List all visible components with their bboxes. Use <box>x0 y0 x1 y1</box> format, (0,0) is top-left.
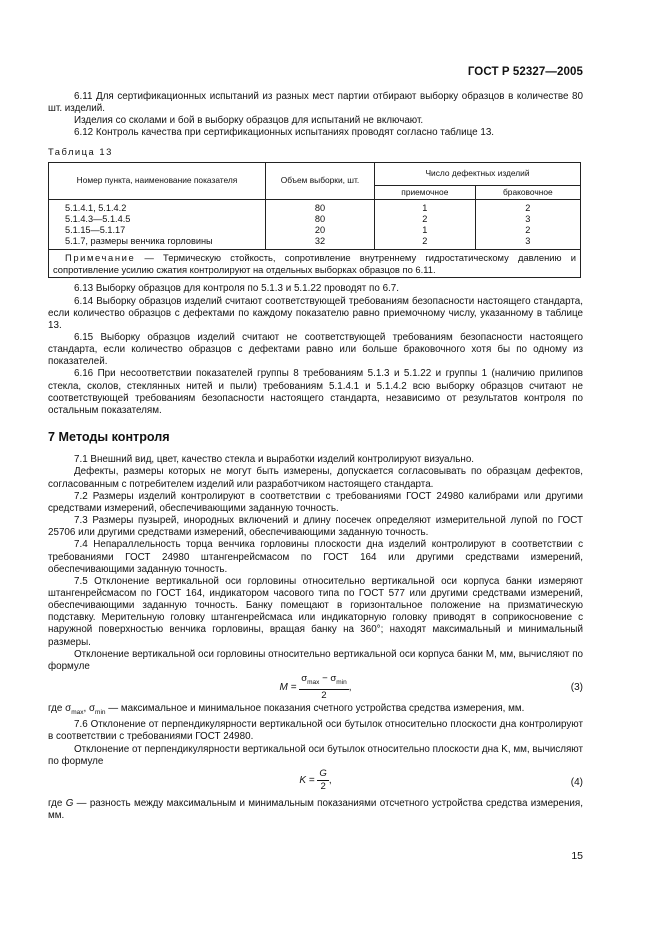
cell-reject: 2 <box>475 225 580 236</box>
formula-4-denominator: 2 <box>320 780 326 792</box>
minus-sign: − <box>319 673 331 685</box>
where-text: — максимальное и минимальное показания счетного устройства средства измерения, мм. <box>105 703 525 715</box>
table-note-row <box>49 249 581 278</box>
min-subscript: min <box>336 678 347 686</box>
cell-item: 5.1.15—5.1.17 <box>49 225 266 236</box>
page-number: 15 <box>571 850 583 862</box>
paragraph-7-6: 7.6 Отклонение от перпендикулярности вертикальной оси бутылок относительно плоскости дна контролируют в соответствии с требованиями ГОСТ 24980. <box>48 719 583 743</box>
paragraph-6-15: 6.15 Выборку образцов изделий считают не соответствующей требованиям безопасности настоящего стандарта, если количество образцов с дефектами равно или больше браковочного хотя бы по одному из показателей. <box>48 332 583 368</box>
where-prefix: где <box>48 797 66 809</box>
formula-4-number: (4) <box>570 776 583 788</box>
paragraph-6-11b: Изделия со сколами и бой в выборку образцов для испытаний не включают. <box>74 115 424 127</box>
header-item: Номер пункта, наименование показателя <box>49 162 266 199</box>
formula-3-fraction <box>299 673 349 702</box>
table-caption: Таблица 13 <box>48 145 113 157</box>
sigma-symbol: σ <box>88 703 96 715</box>
formula-4-explanation <box>48 798 583 822</box>
formula-3-expression <box>48 673 583 702</box>
paragraph-7-5b: Отклонение вертикальной оси горловины относительно вертикальной оси корпуса банки M, мм, вычисляют по формуле <box>48 648 583 672</box>
formula-4-lhs: K = <box>299 774 315 786</box>
cell-sample: 80 <box>266 199 375 214</box>
formula-3-lhs: M = <box>279 682 297 694</box>
paragraph-7-2: 7.2 Размеры изделий контролируют в соответствии с требованиями ГОСТ 24980 калибрами или другими средствами измерений, обеспечивающими заданную точность. <box>48 490 583 514</box>
formula-3 <box>48 673 583 703</box>
paragraph-6-13: 6.13 Выборку образцов для контроля по 5.1.3 и 5.1.22 проводят по 6.7. <box>74 283 399 295</box>
cell-sample: 32 <box>266 236 375 250</box>
page-content <box>48 91 583 822</box>
paragraph-7-3: 7.3 Размеры пузырей, инородных включений и длину посечек определяют измерительной лупой по ГОСТ 25706 или другими средствами измерений, обеспечивающими заданную точность. <box>48 515 583 539</box>
paragraph-7-1b: Дефекты, размеры которых не могут быть измерены, допускается согласовывать по образцам дефектов, согласованным с потребителем изделий или разработчиком настоящего стандарта. <box>48 466 583 490</box>
table-row <box>49 199 581 214</box>
document-header: ГОСТ Р 52327—2005 <box>467 66 583 78</box>
max-subscript: max <box>307 678 320 686</box>
formula-3-trail: , <box>348 682 352 694</box>
cell-item: 5.1.7, размеры венчика горловины <box>49 236 266 250</box>
min-subscript: min <box>95 709 106 717</box>
cell-accept: 2 <box>375 236 476 250</box>
cell-reject: 2 <box>475 199 580 214</box>
paragraph-6-16: 6.16 При несоответствии показателей группы 8 требованиям 5.1.3 и 5.1.22 и группы 1 (наличию прилипов стекла, сколов, стеклянных нитей и пыли) требованиям 5.1.4.1 и 5.1.4.2 всю выборку образцов считают не соответствующей требованиям безопасности настоящего стандарта, независимо от результатов контроля по остальным показателям. <box>48 368 583 416</box>
paragraph-6-11: 6.11 Для сертификационных испытаний из разных мест партии отбирают выборку образцов в количестве 80 шт. изделий. <box>48 91 583 115</box>
formula-4 <box>48 768 583 798</box>
max-subscript: max <box>71 709 84 717</box>
paragraph-6-14: 6.14 Выборку образцов изделий считают соответствующей требованиям безопасности настоящего стандарта, если количество образцов с дефектами по каждому показателю равно приемочному числу, указанному в таблице 13. <box>48 295 583 331</box>
formula-3-denominator: 2 <box>321 689 327 701</box>
formula-3-numerator <box>299 673 349 690</box>
formula-3-number: (3) <box>570 682 583 694</box>
header-defects: Число дефектных изделий <box>375 162 581 185</box>
header-reject: браковочное <box>475 185 580 199</box>
paragraph-7-5: 7.5 Отклонение вертикальной оси горловины относительно вертикальной оси корпуса банки измеряют штангенрейсмасом по ГОСТ 164, индикатором часового типа по ГОСТ 577 или другими средствами измерений, обеспечивающими заданную точность. Банку помещают в горизонтальное положение на призматическую подставку. Мерительную головку штангенрейсмаса или индикаторную головку приводят в соприкосновение с наружной поверхностью венчика горловины, вращая банку на 360°; находят максимальный и минимальный размеры. <box>48 575 583 648</box>
table-row <box>49 214 581 225</box>
sigma-symbol: σ <box>65 703 72 715</box>
table-note <box>49 249 581 278</box>
formula-4-expression <box>48 768 583 793</box>
cell-reject: 3 <box>475 236 580 250</box>
paragraph-7-4: 7.4 Непараллельность торца венчика горловины плоскости дна изделий контролируют в соответствии с требованиями ГОСТ 24980 штангенрейсмасом по ГОСТ 164 или другими средствами измерений, обеспечивающими заданную точность. <box>48 539 583 575</box>
paragraph-6-12: 6.12 Контроль качества при сертификационных испытаниях проводят согласно таблице 13. <box>74 127 495 139</box>
cell-accept: 2 <box>375 214 476 225</box>
formula-4-fraction <box>317 768 328 793</box>
sigma-symbol: σ <box>330 673 337 685</box>
table-13 <box>48 162 581 279</box>
paragraph-7-6b: Отклонение от перпендикулярности вертикальной оси бутылок относительно плоскости дна K, мм, вычисляют по формуле <box>48 743 583 767</box>
comma: , <box>83 703 89 715</box>
cell-item: 5.1.4.3—5.1.4.5 <box>49 214 266 225</box>
table-row <box>49 225 581 236</box>
section-7-title: 7 Методы контроля <box>48 430 170 445</box>
cell-sample: 20 <box>266 225 375 236</box>
cell-accept: 1 <box>375 199 476 214</box>
cell-item: 5.1.4.1, 5.1.4.2 <box>49 199 266 214</box>
sigma-symbol: σ <box>301 673 308 685</box>
formula-4-numerator: G <box>319 767 327 779</box>
header-sample: Объем выборки, шт. <box>266 162 375 199</box>
formula-3-explanation <box>48 703 583 719</box>
where-prefix: где <box>48 703 66 715</box>
table-row <box>49 236 581 250</box>
variable-g: G <box>65 797 74 809</box>
where-text: — разность между максимальным и минимальным показаниями отсчетного устройства средства измерения, мм. <box>48 797 583 821</box>
table-header-row <box>49 162 581 185</box>
paragraph-7-1: 7.1 Внешний вид, цвет, качество стекла и выработки изделий контролируют визуально. <box>74 454 475 466</box>
formula-4-trail: , <box>328 774 332 786</box>
header-accept: приемочное <box>375 185 476 199</box>
note-label: Примечание <box>65 251 136 263</box>
cell-reject: 3 <box>475 214 580 225</box>
cell-accept: 1 <box>375 225 476 236</box>
cell-sample: 80 <box>266 214 375 225</box>
note-text: — Термическую стойкость, сопротивление внутреннему гидростатическому давлению и сопротивление усилию сжатия контролируют на отдельных выборках образцов по 6.11. <box>53 251 576 275</box>
